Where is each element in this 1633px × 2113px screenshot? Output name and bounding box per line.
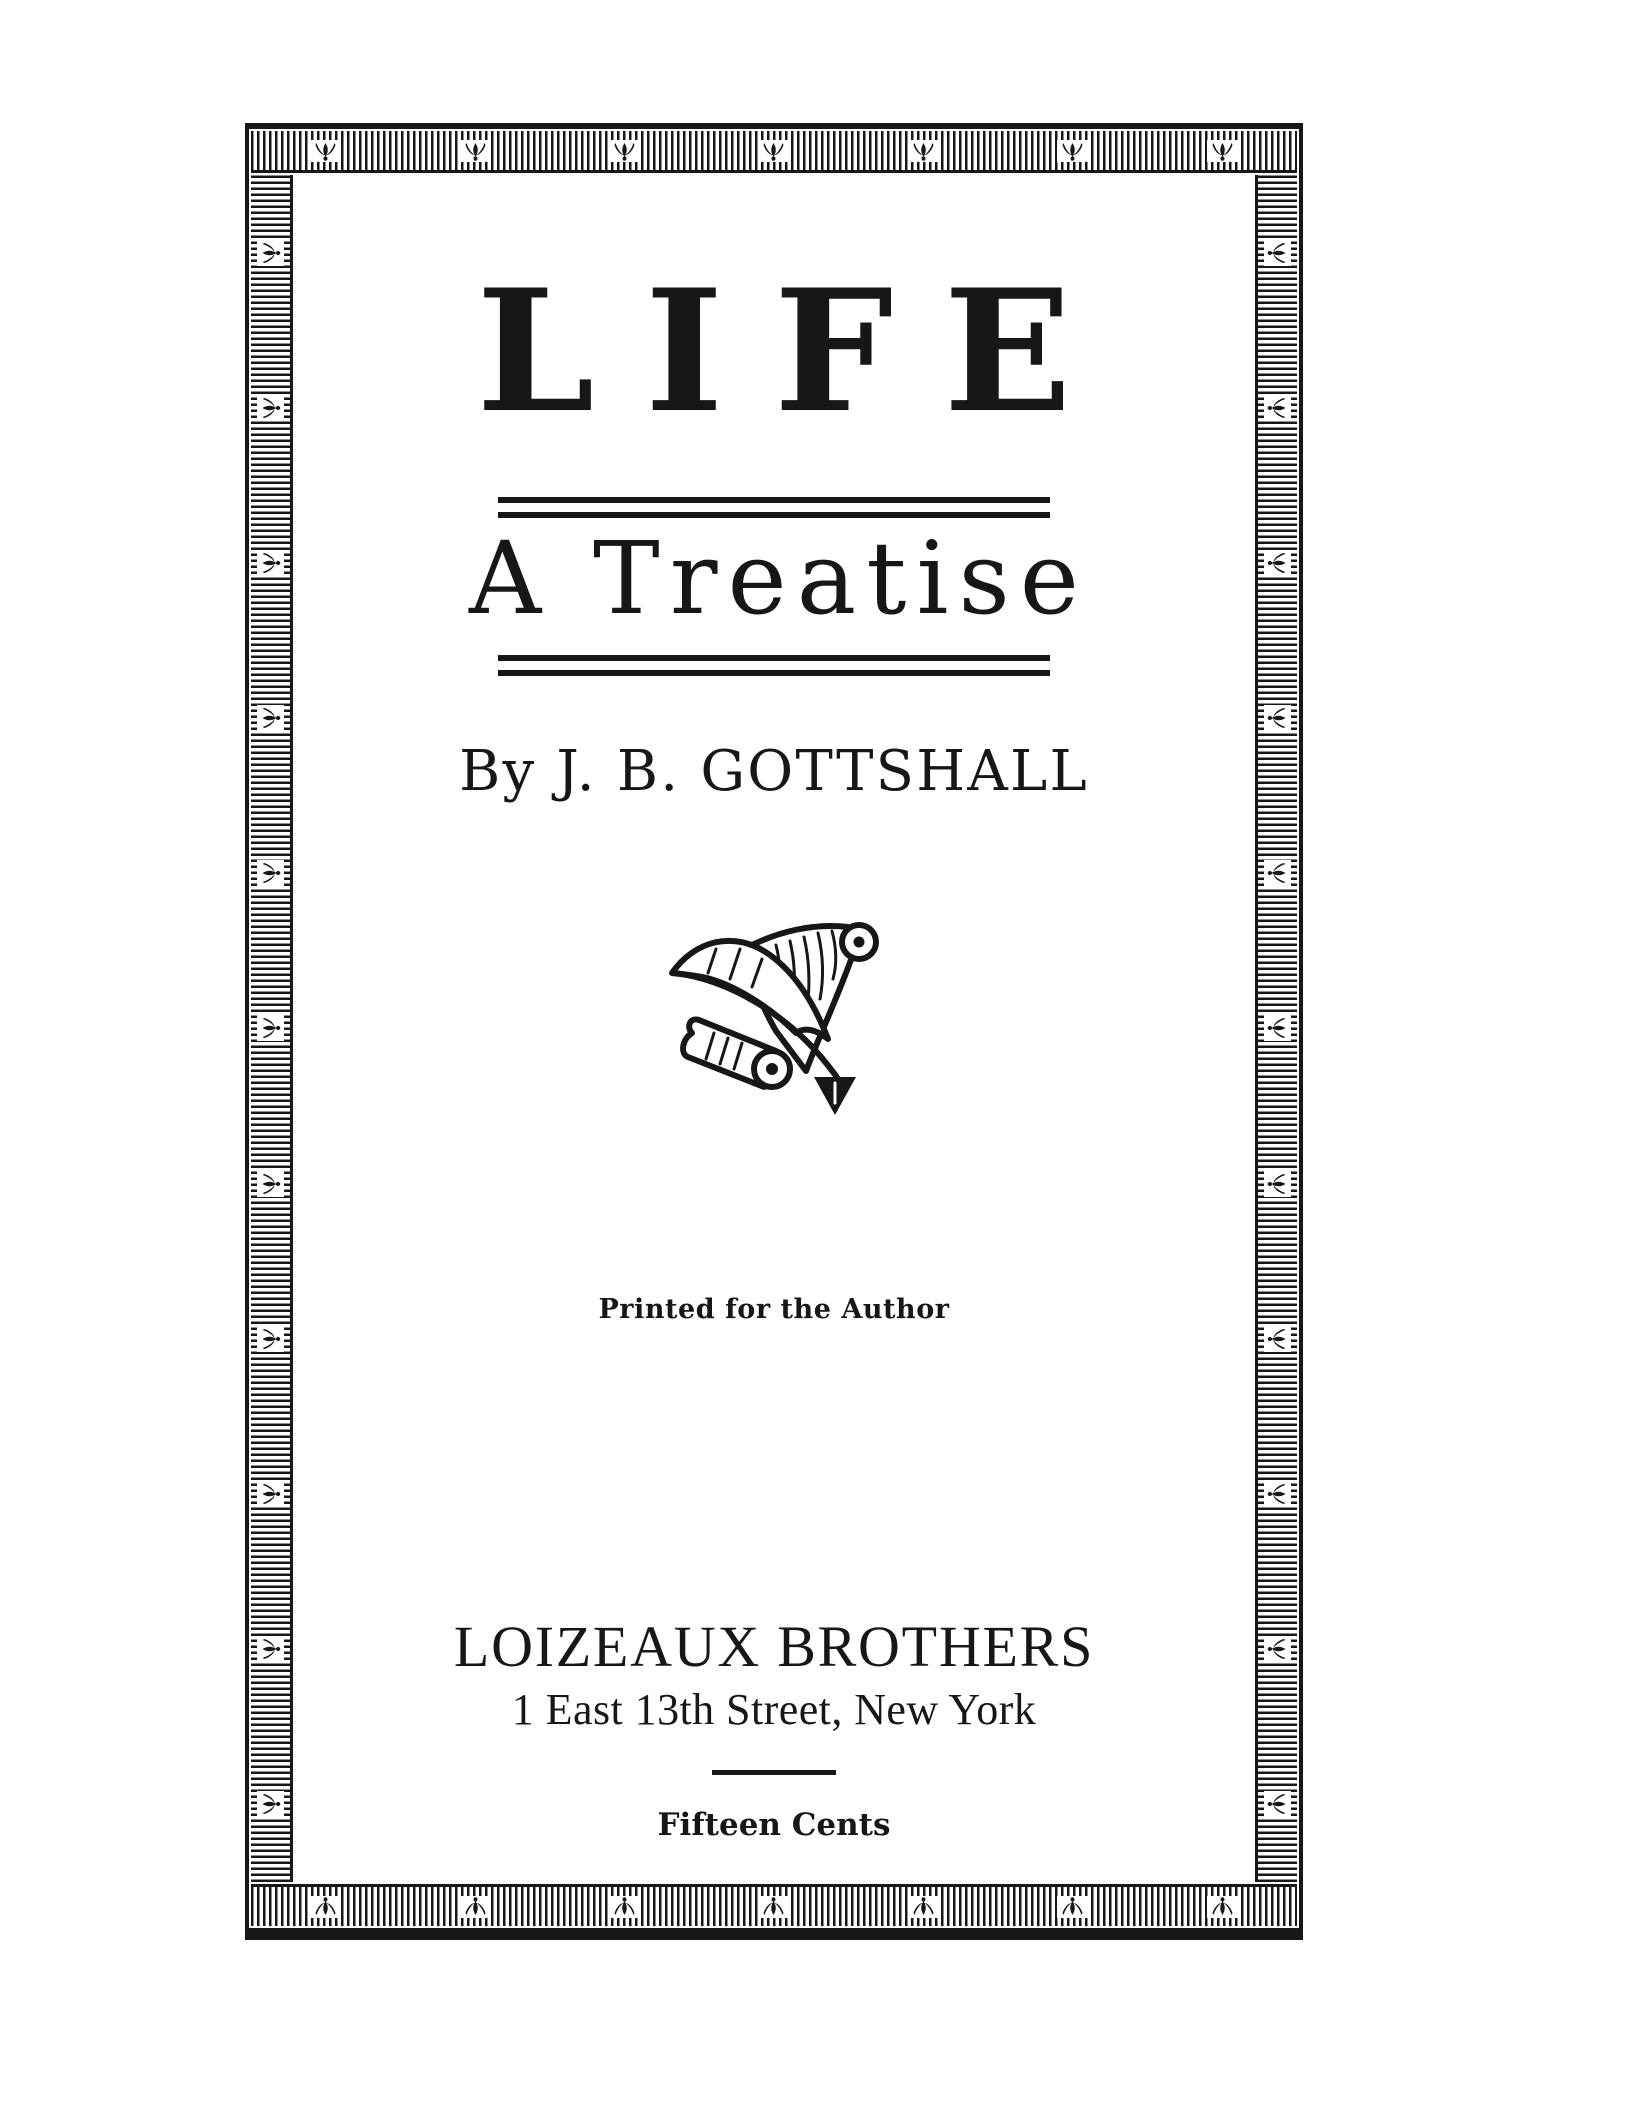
price-label: Fifteen Cents <box>657 1807 891 1843</box>
author-byline: By J. B. GOTTSHALL <box>459 739 1089 804</box>
book-subtitle: A Treatise <box>469 520 1089 637</box>
short-rule-divider <box>712 1770 836 1775</box>
printer-note: Printed for the Author <box>598 1294 950 1325</box>
publisher-address: 1 East 13th Street, New York <box>511 1685 1037 1734</box>
quill-and-scroll-icon <box>658 915 890 1127</box>
book-title: LIFE <box>476 252 1123 450</box>
title-page-content <box>249 129 1299 1928</box>
double-rule-divider <box>498 655 1050 676</box>
decorative-border-frame <box>245 123 1303 1940</box>
double-rule-divider <box>498 497 1050 518</box>
printers-mark-emblem <box>658 915 890 1127</box>
publisher-name: LOIZEAUX BROTHERS <box>453 1614 1095 1679</box>
